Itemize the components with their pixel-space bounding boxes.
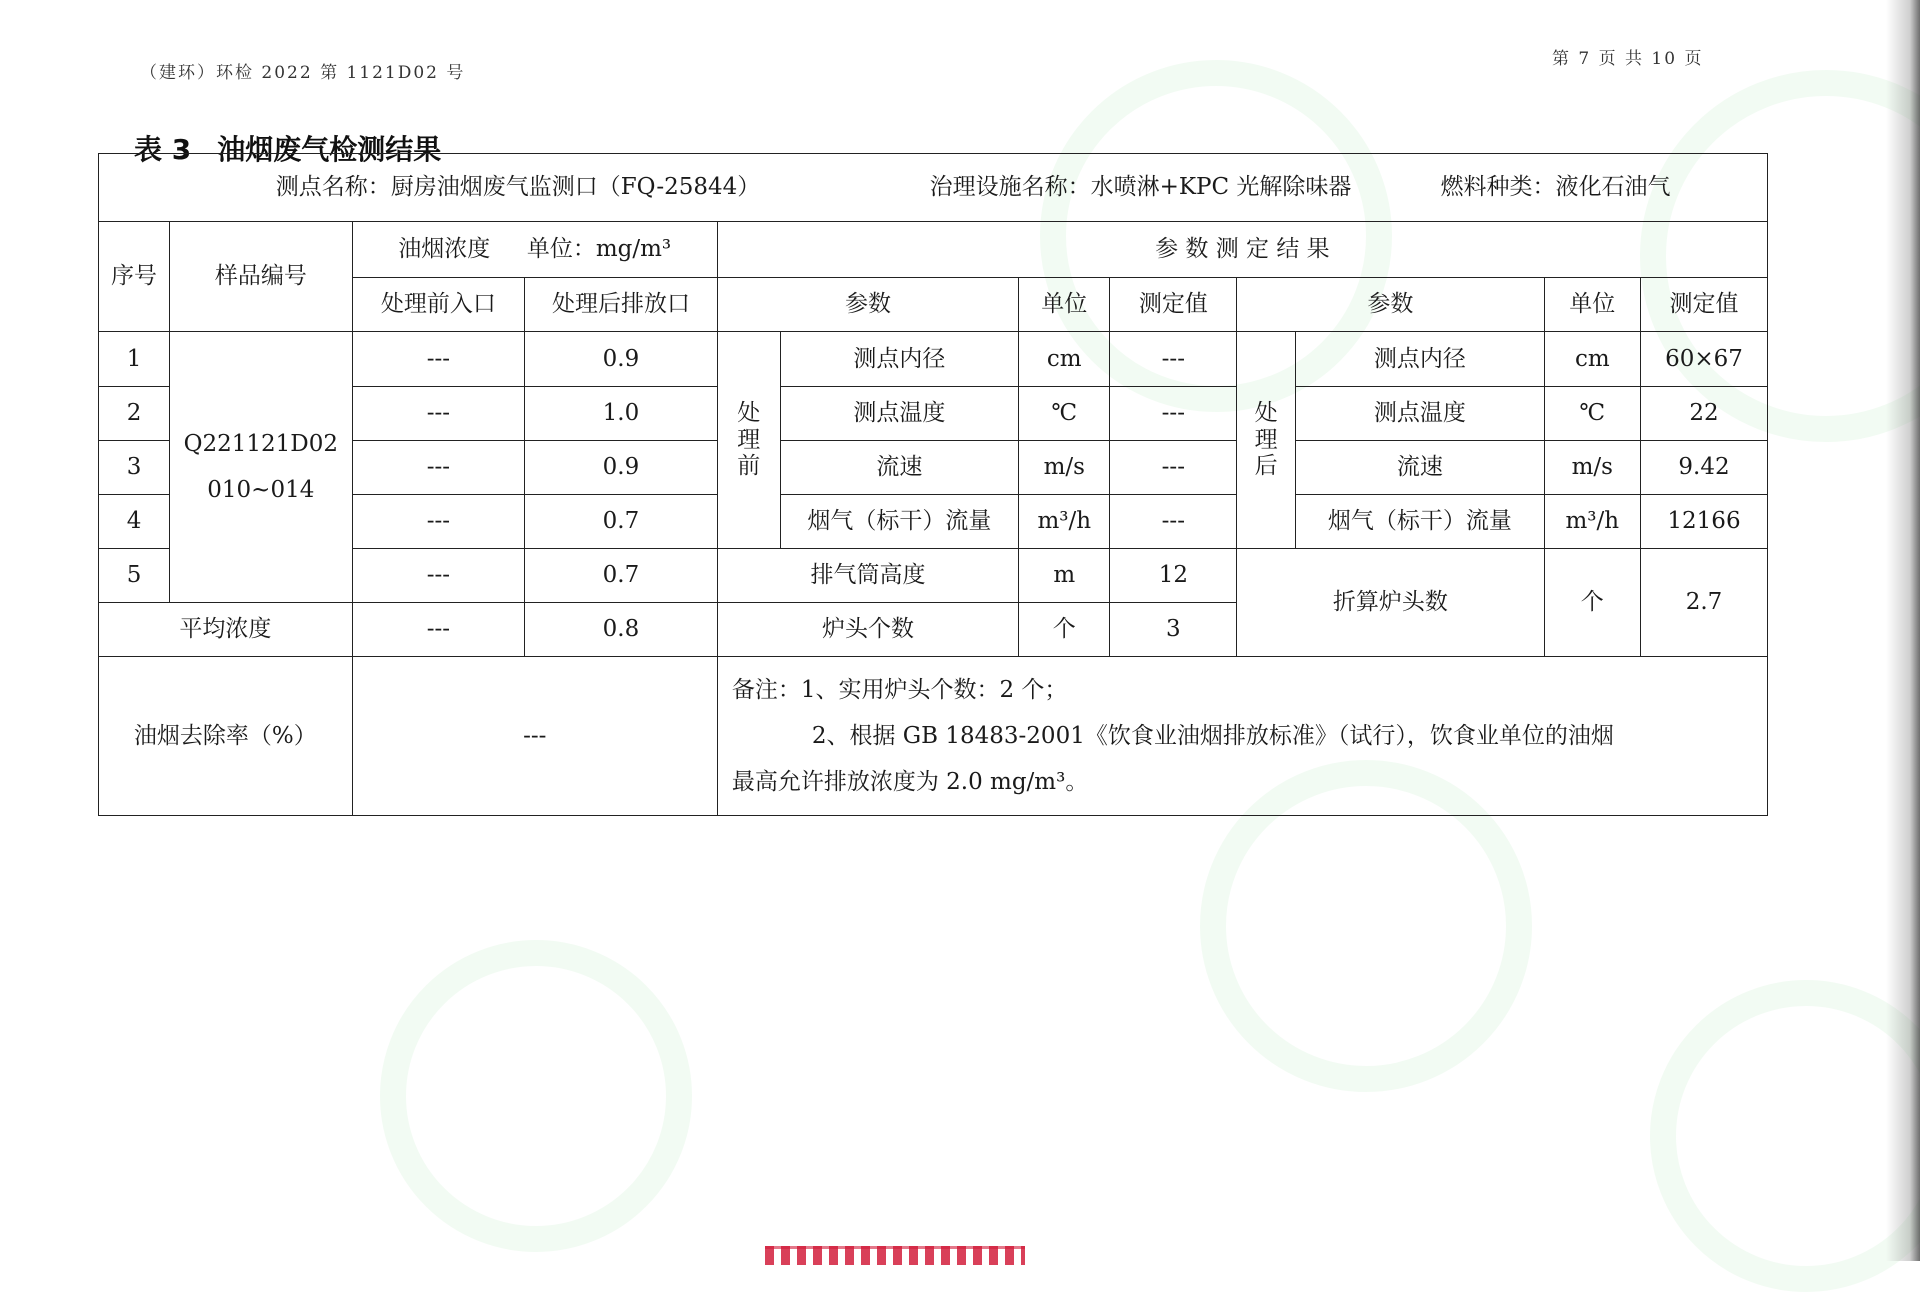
param-after-unit: ℃ <box>1544 387 1640 441</box>
note-line: 最高允许排放浓度为 2.0 mg/m³。 <box>731 769 1089 795</box>
table-title-text: 油烟废气检测结果 <box>217 133 442 166</box>
param-before-unit: ℃ <box>1019 387 1110 441</box>
header-inlet: 处理前入口 <box>352 278 524 332</box>
stack-height-label: 排气筒高度 <box>717 549 1018 603</box>
note-line: 备注：1、实用炉头个数：2 个； <box>731 677 1068 703</box>
info-cell <box>99 154 1768 222</box>
param-before-unit: cm <box>1019 332 1110 387</box>
note-line: 2、根据 GB 18483-2001《饮食业油烟排放标准》（试行），饮食业单位的油烟 <box>811 723 1614 749</box>
row-seq: 4 <box>99 495 170 549</box>
param-before-value: --- <box>1110 387 1237 441</box>
param-after-value: 60×67 <box>1640 332 1767 387</box>
stack-height-unit: m <box>1019 549 1110 603</box>
converted-burners-unit: 个 <box>1544 549 1640 657</box>
param-before-unit: m³/h <box>1019 495 1110 549</box>
row-seq: 2 <box>99 387 170 441</box>
row-inlet: --- <box>352 549 524 603</box>
converted-burners-value: 2.7 <box>1640 549 1767 657</box>
before-label-char: 理 <box>737 426 761 453</box>
param-after-name: 烟气（标干）流量 <box>1296 495 1545 549</box>
after-label-char: 后 <box>1254 453 1278 480</box>
param-after-name: 测点温度 <box>1296 387 1545 441</box>
param-after-value: 12166 <box>1640 495 1767 549</box>
burner-count-unit: 个 <box>1019 603 1110 657</box>
sample-id-cell <box>170 332 353 603</box>
before-treatment-label <box>717 332 780 549</box>
param-before-value: --- <box>1110 332 1237 387</box>
header-concentration-label: 油烟浓度 <box>398 236 491 263</box>
header-unit-after: 单位 <box>1544 278 1640 332</box>
row-inlet: --- <box>352 495 524 549</box>
site-name: 测点名称：厨房油烟废气监测口（FQ-25844） <box>275 174 761 201</box>
removal-label: 油烟去除率（%） <box>99 657 353 816</box>
after-label-char: 理 <box>1254 426 1278 453</box>
header-params-result: 参 数 测 定 结 果 <box>717 222 1767 278</box>
after-label-char: 处 <box>1254 400 1278 427</box>
sample-id-range: 010~014 <box>207 477 315 503</box>
page-number: 第 7 页 共 10 页 <box>1552 49 1704 69</box>
header-param-after: 参数 <box>1237 278 1544 332</box>
row-inlet: --- <box>352 387 524 441</box>
param-after-value: 9.42 <box>1640 441 1767 495</box>
param-before-name: 烟气（标干）流量 <box>780 495 1018 549</box>
param-after-unit: cm <box>1544 332 1640 387</box>
after-treatment-label <box>1237 332 1296 549</box>
row-outlet: 0.9 <box>525 441 718 495</box>
average-outlet: 0.8 <box>525 603 718 657</box>
row-seq: 1 <box>99 332 170 387</box>
average-inlet: --- <box>352 603 524 657</box>
notes-cell <box>717 657 1767 816</box>
stack-height-value: 12 <box>1110 549 1237 603</box>
row-inlet: --- <box>352 332 524 387</box>
info-row <box>99 154 1768 222</box>
row-outlet: 0.9 <box>525 332 718 387</box>
before-label-char: 处 <box>737 400 761 427</box>
header-concentration <box>352 222 717 278</box>
table-row <box>99 332 1768 387</box>
param-after-unit: m³/h <box>1544 495 1640 549</box>
removal-value: --- <box>352 657 717 816</box>
watermark-circle <box>1650 980 1920 1292</box>
average-label: 平均浓度 <box>99 603 353 657</box>
red-stamp-fragment <box>765 1246 1025 1265</box>
row-seq: 3 <box>99 441 170 495</box>
header-row <box>99 222 1768 278</box>
row-outlet: 1.0 <box>525 387 718 441</box>
param-after-name: 测点内径 <box>1296 332 1545 387</box>
sample-id-line: Q221121D02 <box>183 430 338 457</box>
row-outlet: 0.7 <box>525 495 718 549</box>
param-after-value: 22 <box>1640 387 1767 441</box>
param-before-unit: m/s <box>1019 441 1110 495</box>
header-seq: 序号 <box>99 222 170 332</box>
burner-count-label: 炉头个数 <box>717 603 1018 657</box>
results-table <box>98 153 1768 816</box>
document-number: （建环）环检 2022 第 1121D02 号 <box>140 63 466 83</box>
header-unit-before: 单位 <box>1019 278 1110 332</box>
removal-row <box>99 657 1768 816</box>
param-after-unit: m/s <box>1544 441 1640 495</box>
row-outlet: 0.7 <box>525 549 718 603</box>
header-measured-after: 测定值 <box>1640 278 1767 332</box>
param-before-value: --- <box>1110 495 1237 549</box>
header-outlet: 处理后排放口 <box>525 278 718 332</box>
param-before-name: 测点温度 <box>780 387 1018 441</box>
param-before-name: 测点内径 <box>780 332 1018 387</box>
header-param-before: 参数 <box>717 278 1018 332</box>
param-before-name: 流速 <box>780 441 1018 495</box>
watermark-circle <box>380 940 692 1252</box>
param-before-value: --- <box>1110 441 1237 495</box>
converted-burners-label: 折算炉头数 <box>1237 549 1544 657</box>
table-title-label: 表 3 <box>134 133 192 166</box>
param-after-name: 流速 <box>1296 441 1545 495</box>
before-label-char: 前 <box>737 453 761 480</box>
row-seq: 5 <box>99 549 170 603</box>
page-edge-shadow <box>1886 0 1920 1261</box>
burner-count-value: 3 <box>1110 603 1237 657</box>
row-inlet: --- <box>352 441 524 495</box>
facility-name: 治理设施名称：水喷淋+KPC 光解除味器 <box>929 174 1352 201</box>
header-unit-label: 单位：mg/m³ <box>526 236 672 263</box>
header-measured-before: 测定值 <box>1110 278 1237 332</box>
fuel-type: 燃料种类：液化石油气 <box>1440 174 1671 201</box>
header-sample-id: 样品编号 <box>170 222 353 332</box>
